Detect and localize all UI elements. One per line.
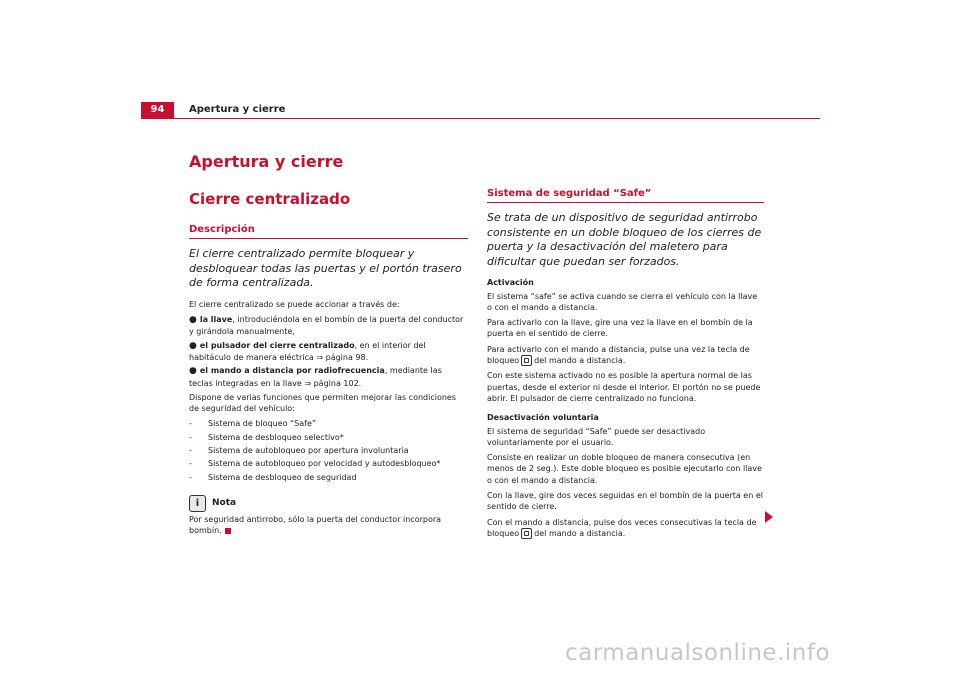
list-item: - Sistema de autobloqueo por apertura involuntaria [189,446,409,456]
right-column [487,188,764,543]
functions-intro: Dispone de varias funciones que permiten mejorar las condiciones de seguridad del vehículo: [189,392,457,414]
description-heading: Descripción [189,224,255,235]
safe-lead: Se trata de un dispositivo de seguridad antirrobo consistente en un doble bloqueo de los cierres de puerta y la desactivación del maletero para dificultar que puedan ser forzados. [487,211,762,268]
lock-key-icon [521,355,532,366]
bullet-icon: ● [189,340,197,351]
bullet-icon: ● [189,366,197,377]
running-header: Apertura y cierre [189,104,286,115]
activation-text-4: Con este sistema activado no es posible la apertura normal de las puertas, desde el exterior ni desde el interior. El portón no se puede abrir. El pulsador de cierre centralizado no funciona. [487,371,761,403]
activation-label: Activación [487,278,534,288]
activation-text-1: El sistema “safe” se activa cuando se cierra el vehículo con la llave o con el mando a distancia. [487,291,758,312]
list-item: - Sistema de bloqueo “Safe” [189,419,317,429]
list-item: ● el pulsador del cierre centralizado, en el interior del habitáculo de manera eléctrica ⇒ página 98. [189,340,426,362]
bullet-icon: ● [189,315,197,326]
description-rule [189,238,468,239]
description-lead: El cierre centralizado permite bloquear y desbloquear todas las puertas y el portón trasero de forma centralizada. [189,247,462,290]
safe-heading: Sistema de seguridad “Safe” [487,188,652,199]
chapter-title: Apertura y cierre [189,152,344,171]
header-rule [141,118,820,119]
list-item: - Sistema de desbloqueo de seguridad [189,472,357,482]
next-page-arrow-icon [765,511,773,523]
list-item: - Sistema de autobloqueo por velocidad y autodesbloqueo* [189,459,441,469]
list-item: - Sistema de desbloqueo selectivo* [189,432,344,442]
page-number: 94 [141,102,174,118]
lock-key-icon [521,528,532,539]
left-column [189,224,468,541]
info-note-icon: i [189,495,206,512]
deactivation-text-1: El sistema de seguridad “Safe” puede ser desactivado voluntariamente por el usuario. [487,426,706,447]
watermark: carmanualsonline.info [565,640,831,666]
section-title: Cierre centralizado [189,190,351,208]
list-item: ● la llave, introduciéndola en el bombín de la puerta del conductor y girándola manualmente, [189,315,464,337]
activation-text-3: Para activarlo con el mando a distancia, pulse una vez la tecla de bloqueo del mando a distancia. [487,344,750,366]
safe-rule [487,202,764,203]
list-item: ● el mando a distancia por radiofrecuencia, mediante las teclas integradas en la llave ⇒ página 102. [189,366,442,388]
intro-text: El cierre centralizado se puede accionar a través de: [189,299,400,309]
note-label: Nota [212,497,237,508]
note-header [189,495,468,512]
deactivation-text-4: Con el mando a distancia, pulse dos veces consecutivas la tecla de bloqueo del mando a distancia. [487,517,757,538]
end-of-section-mark [225,528,231,534]
deactivation-text-2: Consiste en realizar un doble bloqueo de manera consecutiva (en menos de 2 seg.). Este doble bloqueo es posible ejecutarlo con llave o con el mando a distancia. [487,453,762,485]
deactivation-label: Desactivación voluntaria [487,413,599,423]
note-text: Por seguridad antirrobo, sólo la puerta del conductor incorpora bombín. [189,514,442,536]
deactivation-text-3: Con la llave, gire dos veces seguidas en el bombín de la puerta en el sentido de cierre. [487,491,763,512]
activation-text-2: Para activarlo con la llave, gire una vez la llave en el bombín de la puerta en el sentido de cierre. [487,318,753,339]
